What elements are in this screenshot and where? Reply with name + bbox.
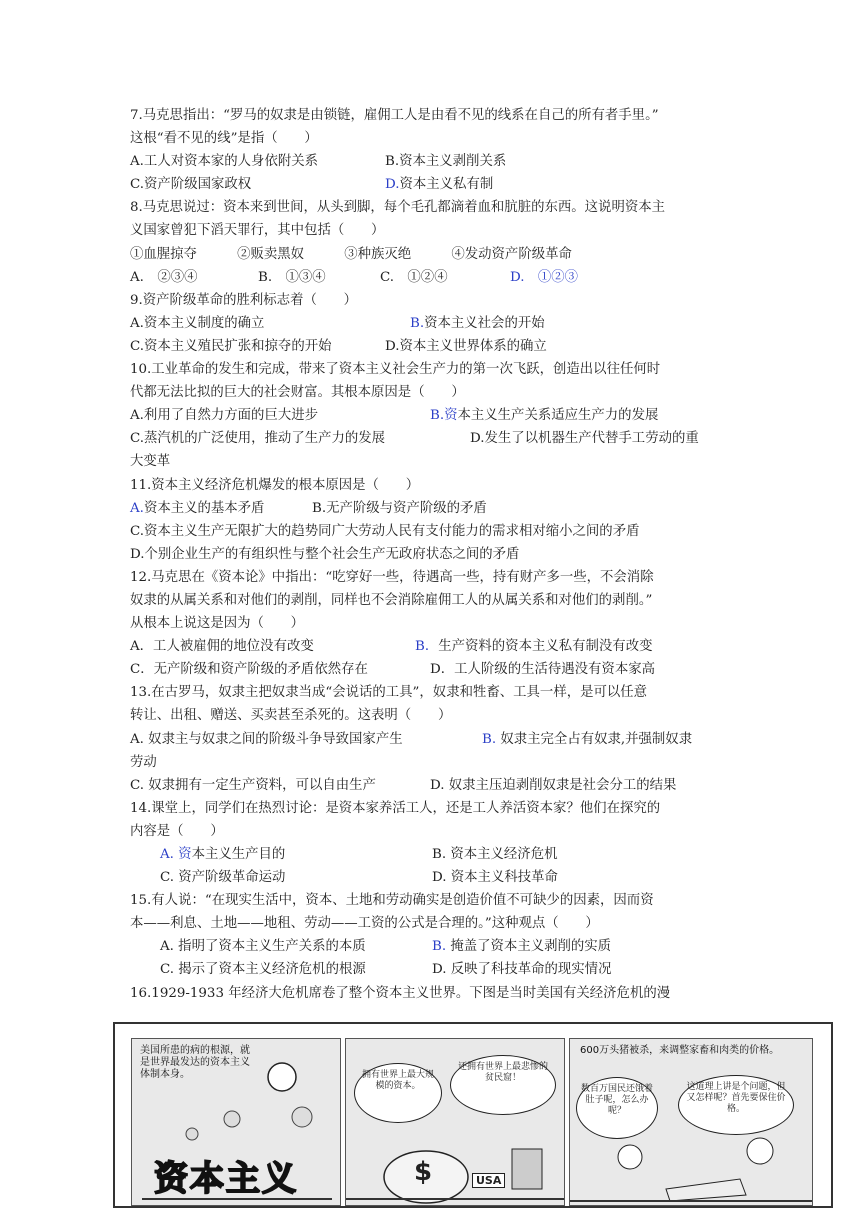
- panel-2-drawing: [346, 1039, 564, 1205]
- q8-stem-line-2: 义国家曾犯下滔天罪行，其中包括（ ）: [130, 223, 385, 239]
- q10-stem-line-1: 10.工业革命的发生和完成，带来了资本主义社会生产力的第一次飞跃，创造出以往任何时: [130, 362, 661, 378]
- q14-option-a: A. 资本主义生产目的: [160, 847, 286, 862]
- q10-option-c: C.蒸汽机的广泛使用，推动了生产力的发展: [130, 431, 386, 447]
- panel-2-bubble-1: 拥有世界上最大规模的资本。: [354, 1063, 442, 1123]
- q14-options-row-1: [130, 843, 740, 866]
- q12-options-row-1: [130, 635, 740, 658]
- panel-2-bag-label: USA: [472, 1173, 505, 1188]
- q10-option-d-tail: 大变革: [130, 454, 171, 470]
- q13-stem-line-2: 转让、出租、赠送、买卖甚至杀死的。这表明（ ）: [130, 708, 452, 724]
- q9-options-row-1: [130, 312, 740, 335]
- q15-options-row-2: [130, 958, 740, 981]
- q9-option-d: D.资本主义世界体系的确立: [385, 338, 547, 354]
- panel-3-drawing: [570, 1039, 812, 1205]
- q11-option-a: A.资本主义的基本矛盾: [130, 500, 265, 516]
- q11-option-a-text: 资本主义的基本矛盾: [143, 500, 265, 516]
- q9-option-c: C.资本主义殖民扩张和掠夺的开始: [130, 338, 332, 354]
- q10-options-row-1: [130, 404, 740, 427]
- q10-option-b: B.资本主义生产关系适应生产力的发展: [430, 408, 659, 424]
- q13-option-c: C. 奴隶拥有一定生产资料，可以自由生产: [130, 777, 376, 793]
- q13-option-b-text: 奴隶主完全占有奴隶,并强制奴隶: [496, 731, 693, 747]
- panel-3-caption: 600万头猪被杀，来调整家畜和肉类的价格。: [580, 1045, 780, 1056]
- q14-stem-line-1: 14.课堂上，同学们在热烈讨论：是资本家养活工人，还是工人养活资本家？他们在探究的: [130, 800, 661, 816]
- q16-stem-line-1: 16.1929-1933 年经济大危机席卷了整个资本主义世界。下图是当时美国有关经济危机的漫: [130, 985, 671, 1001]
- q8-items: ①血腥掠夺 ②贩卖黑奴 ③种族灭绝 ④发动资产阶级革命: [130, 246, 572, 262]
- q15-option-c: C. 揭示了资本主义经济危机的根源: [160, 962, 366, 978]
- q10-option-a: A.利用了自然力方面的巨大进步: [130, 408, 319, 424]
- q7-option-d-text: 资本主义私有制: [399, 177, 494, 193]
- cartoon-panel-1: [131, 1038, 341, 1206]
- q12-stem-line-2: 奴隶的从属关系和对他们的剥削，同样也不会消除雇佣工人的从属关系和对他们的剥削。”: [130, 592, 653, 608]
- q15-stem-line-1: 15.有人说：“在现实生活中，资本、土地和劳动确实是创造价值不可缺少的因素，因而资: [130, 893, 654, 909]
- q11-option-c: C.资本主义生产无限扩大的趋势同广大劳动人民有支付能力的需求相对缩小之间的矛盾: [130, 523, 640, 539]
- cartoon-panel-2: [345, 1038, 565, 1206]
- question-list: [130, 104, 740, 1005]
- q7-option-a: A.工人对资本家的人身依附关系: [130, 154, 319, 170]
- panel-3-bubble-2: 这道理上讲是个问题，但又怎样呢？首先要保住价格。: [678, 1075, 794, 1135]
- q10-stem-line-2: 代都无法比拟的巨大的社会财富。其根本原因是（ ）: [130, 385, 465, 401]
- cartoon-panel-3: [569, 1038, 813, 1206]
- dollar-sign-icon: $: [414, 1157, 433, 1187]
- q12-option-b-text: 生产资料的资本主义私有制没有改变: [438, 639, 653, 655]
- q7-option-b: B.资本主义剥削关系: [385, 154, 507, 170]
- q11-option-d: D.个别企业生产的有组织性与整个社会生产无政府状态之间的矛盾: [130, 546, 520, 562]
- q13-option-b: B. 奴隶主完全占有奴隶,并强制奴隶: [482, 731, 693, 747]
- q11-options-row-1: [130, 497, 740, 520]
- q14-option-a-text: 本主义生产目的: [191, 847, 286, 862]
- q9-options-row-2: [130, 335, 740, 358]
- q10-options-row-2: [130, 427, 740, 450]
- q9-option-b: B.资本主义社会的开始: [410, 315, 545, 331]
- q9-stem: 9.资产阶级革命的胜利标志着（ ）: [130, 292, 358, 308]
- q13-options-row-2: [130, 774, 740, 797]
- q12-option-b: B．生产资料的资本主义私有制没有改变: [415, 639, 653, 655]
- q10-option-d: D.发生了以机器生产代替手工劳动的重: [470, 431, 699, 447]
- q9-option-b-text: 资本主义社会的开始: [424, 315, 545, 331]
- q13-options-row-1: [130, 728, 740, 751]
- q7-options-row-2: [130, 173, 740, 196]
- q13-option-a: A. 奴隶主与奴隶之间的阶级斗争导致国家产生: [130, 731, 403, 747]
- q7-option-d: D.资本主义私有制: [385, 177, 494, 193]
- q15-options-row-1: [130, 935, 740, 958]
- q15-option-b-text: 掩盖了资本主义剥削的实质: [446, 939, 612, 955]
- economic-crisis-cartoon: [113, 1022, 833, 1208]
- panel-2-bubble-2: 还拥有世界上最悲惨的贫民窟！: [450, 1055, 556, 1115]
- q13-option-d: D. 奴隶主压迫剥削奴隶是社会分工的结果: [430, 777, 677, 793]
- q13-option-b-tail: 劳动: [130, 754, 157, 770]
- q14-option-d: D. 资本主义科技革命: [432, 870, 558, 886]
- q12-option-a: A．工人被雇佣的地位没有改变: [130, 639, 314, 655]
- q7-stem-line-1: 7.马克思指出：“罗马的奴隶是由锁链，雇佣工人是由看不见的线系在自己的所有者手里。”: [130, 108, 659, 123]
- q7-options-row-1: [130, 150, 740, 173]
- panel-1-caption: 美国所患的病的根源，就是世界最发达的资本主义体制本身。: [140, 1045, 250, 1080]
- q10-option-b-text: 本主义生产关系适应生产力的发展: [457, 408, 659, 424]
- q8-option-a: A. ②③④: [130, 269, 198, 285]
- q15-option-b: B. 掩盖了资本主义剥削的实质: [432, 939, 612, 955]
- q8-option-d: D. ①②③: [510, 269, 579, 285]
- q12-option-c: C．无产阶级和资产阶级的矛盾依然存在: [130, 662, 368, 678]
- q14-option-b: B. 资本主义经济危机: [432, 847, 558, 862]
- q7-stem-line-2: 这根“看不见的线”是指（ ）: [130, 131, 318, 147]
- q7-option-c: C.资产阶级国家政权: [130, 177, 252, 193]
- q15-option-d: D. 反映了科技革命的现实情况: [432, 962, 612, 978]
- q14-option-c: C. 资产阶级革命运动: [160, 870, 286, 886]
- q12-stem-line-1: 12.马克思在《资本论》中指出：“吃穿好一些，待遇高一些，持有财产多一些，不会消除: [130, 569, 654, 585]
- q11-stem: 11.资本主义经济危机爆发的根本原因是（ ）: [130, 477, 420, 493]
- q14-stem-line-2: 内容是（ ）: [130, 823, 224, 839]
- q8-stem-line-1: 8.马克思说过：资本来到世间，从头到脚，每个毛孔都滴着血和肮脏的东西。这说明资本主: [130, 200, 666, 216]
- panel-3-bubble-1: 数百万国民还饿着肚子呢，怎么办呢？: [576, 1077, 658, 1139]
- q15-stem-line-2: 本——利息、土地——地租、劳动——工资的公式是合理的。”这种观点（ ）: [130, 916, 599, 932]
- q11-option-b: B.无产阶级与资产阶级的矛盾: [312, 500, 487, 516]
- q12-option-d: D．工人阶级的生活待遇没有资本家高: [430, 662, 655, 678]
- q8-options-row: [130, 266, 740, 289]
- q14-options-row-2: [130, 866, 740, 889]
- q8-option-c: C. ①②④: [380, 269, 448, 285]
- q12-stem-line-3: 从根本上说这是因为（ ）: [130, 616, 305, 632]
- q13-stem-line-1: 13.在古罗马，奴隶主把奴隶当成“会说话的工具”，奴隶和牲畜、工具一样，是可以任意: [130, 685, 648, 701]
- q12-options-row-2: [130, 658, 740, 681]
- q9-option-a: A.资本主义制度的确立: [130, 315, 265, 331]
- panel-1-big-text: 资本主义: [154, 1159, 298, 1199]
- q15-option-a: A. 指明了资本主义生产关系的本质: [160, 939, 366, 955]
- q8-option-b: B. ①③④: [258, 269, 326, 285]
